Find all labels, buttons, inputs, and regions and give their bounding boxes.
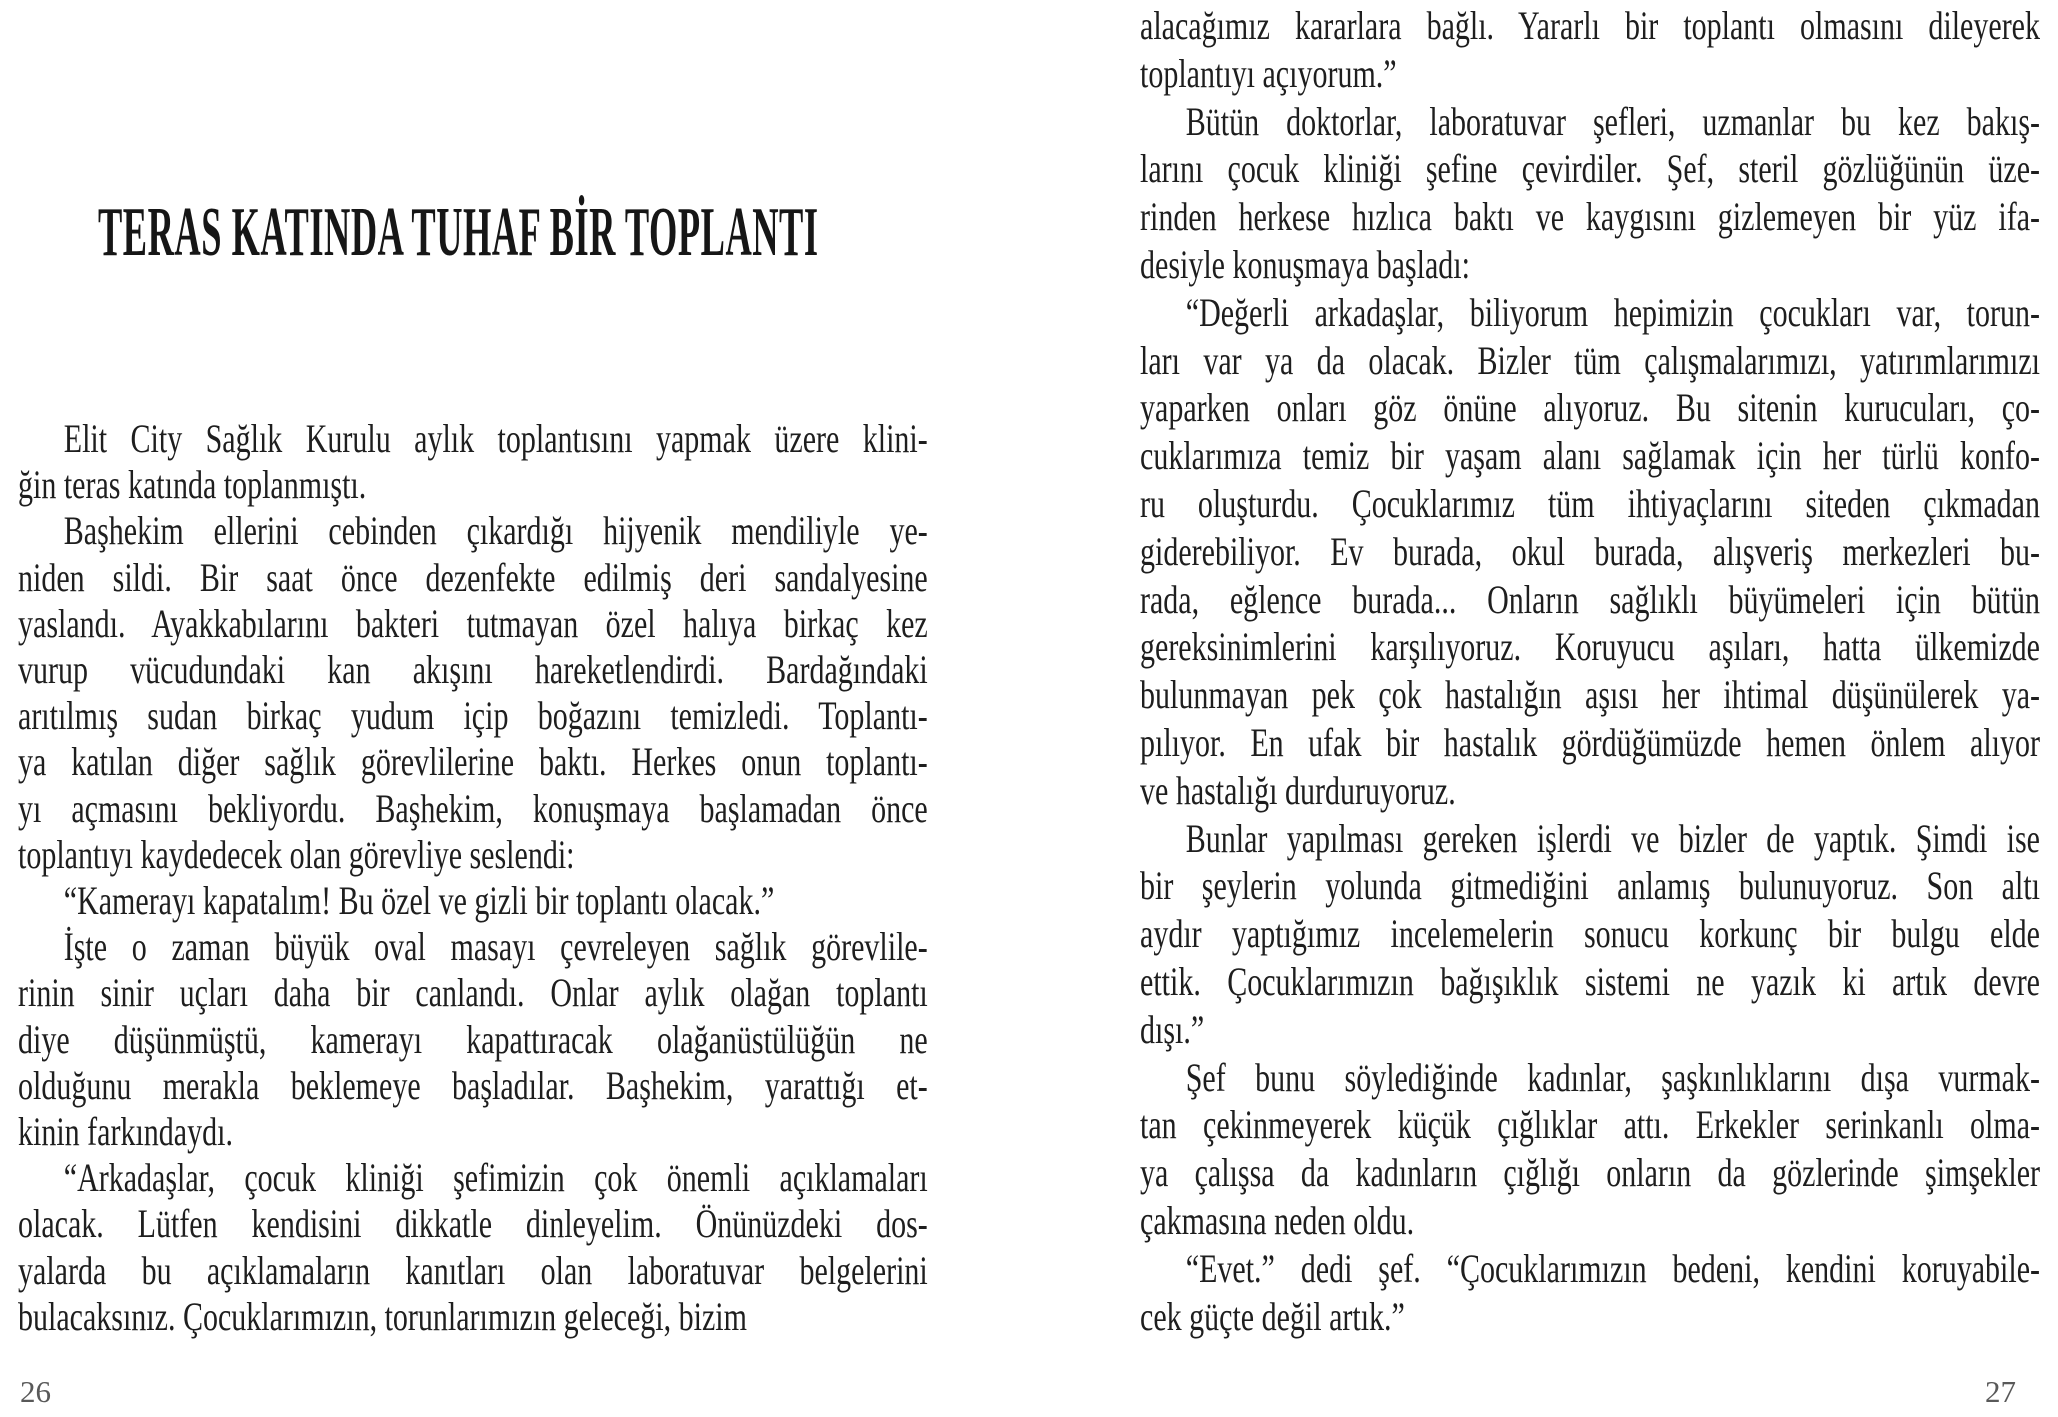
page-number-right: 27 xyxy=(1985,1374,2016,1409)
text-line: toplantıyı kaydedecek olan görevliye seslendi: xyxy=(18,831,575,877)
chapter-title-text: TERAS KATINDA TUHAF BİR TOPLANTI xyxy=(98,194,819,271)
text-line: Şef bunu söylediğinde kadınlar, şaşkınlıklarını dışa vurmak- xyxy=(1185,1054,2040,1100)
text-line: bulacaksınız. Çocuklarımızın, torunlarımızın geleceği, bizim xyxy=(18,1293,747,1339)
text-line: Elit City Sağlık Kurulu aylık toplantısını yapmak üzere klini- xyxy=(63,416,928,461)
text-line: Bütün doktorlar, laboratuvar şefleri, uzmanlar bu kez bakış- xyxy=(1185,98,2040,144)
text-line: rinden herkese hızlıca baktı ve kaygısını gizlemeyen bir yüz ifa- xyxy=(1140,194,2040,240)
text-line: olacak. Lütfen kendisini dikkatle dinleyelim. Önünüzdeki dos- xyxy=(18,1201,928,1247)
text-line: olduğunu merakla beklemeye başladılar. Başhekim, yarattığı et- xyxy=(18,1062,928,1108)
text-line: Bunlar yapılması gereken işlerdi ve bizler de yaptık. Şimdi ise xyxy=(1185,815,2040,861)
text-line: tan çekinmeyerek küçük çığlıklar attı. Erkekler serinkanlı olma- xyxy=(1140,1102,2040,1148)
page-number-left: 26 xyxy=(20,1374,51,1409)
page-right xyxy=(1140,0,2040,1417)
text-line: ya katılan diğer sağlık görevlilerine baktı. Herkes onun toplantı- xyxy=(18,739,928,785)
text-line: cuklarımıza temiz bir yaşam alanı sağlamak için her türlü konfo- xyxy=(1140,433,2040,479)
text-line: toplantıyı açıyorum.” xyxy=(1140,50,1397,96)
text-line: bir şeylerin yolunda gitmediğini anlamış bulunuyoruz. Son altı xyxy=(1140,863,2040,909)
text-line: rinin sinir uçları daha bir canlandı. Onlar aylık olağan toplantı xyxy=(18,970,928,1016)
text-line: cek güçte değil artık.” xyxy=(1140,1293,1405,1339)
page-left xyxy=(18,0,928,1417)
text-line: larını çocuk kliniği şefine çevirdiler. Şef, steril gözlüğünün üze- xyxy=(1140,146,2040,192)
text-line: yalarda bu açıklamaların kanıtları olan laboratuvar belgelerini xyxy=(18,1247,928,1293)
text-line: ettik. Çocuklarımızın bağışıklık sistemi ne yazık ki artık devre xyxy=(1140,958,2040,1004)
text-line: ya çalışsa da kadınların çığlığı onların da gözlerinde şimşekler xyxy=(1140,1150,2040,1196)
text-line: ve hastalığı durduruyoruz. xyxy=(1140,767,1456,813)
text-line: vurup vücudundaki kan akışını hareketlendirdi. Bardağındaki xyxy=(18,647,928,693)
text-line: pılıyor. En ufak bir hastalık gördüğümüzde hemen önlem alıyor xyxy=(1140,719,2040,765)
text-line: dışı.” xyxy=(1140,1006,1205,1052)
text-line: yaslandı. Ayakkabılarını bakteri tutmayan özel halıya birkaç kez xyxy=(18,600,928,646)
text-line: rada, eğlence burada... Onların sağlıklı büyümeleri için bütün xyxy=(1140,576,2040,622)
text-line: niden sildi. Bir saat önce dezenfekte edilmiş deri sandalyesine xyxy=(18,554,928,600)
text-line: ları var ya da olacak. Bizler tüm çalışmalarımızı, yatırımlarımızı xyxy=(1140,337,2040,383)
text-line: “Evet.” dedi şef. “Çocuklarımızın bedeni, kendini koruyabile- xyxy=(1185,1245,2040,1291)
text-line: İşte o zaman büyük oval masayı çevreleyen sağlık görevlile- xyxy=(63,924,928,970)
text-line: yı açmasını bekliyordu. Başhekim, konuşmaya başlamadan önce xyxy=(18,785,928,831)
page-right-body xyxy=(1140,2,2040,1340)
text-line: giderebiliyor. Ev burada, okul burada, alışveriş merkezleri bu- xyxy=(1140,528,2040,574)
text-line: aydır yaptığımız incelemelerin sonucu korkunç bir bulgu elde xyxy=(1140,911,2040,957)
text-line: Başhekim ellerini cebinden çıkardığı hijyenik mendiliyle ye- xyxy=(63,508,928,554)
text-line: “Değerli arkadaşlar, biliyorum hepimizin çocukları var, torun- xyxy=(1185,289,2040,335)
text-line: bulunmayan pek çok hastalığın aşısı her ihtimal düşünülerek ya- xyxy=(1140,672,2040,718)
text-line: “Arkadaşlar, çocuk kliniği şefimizin çok önemli açıklamaları xyxy=(63,1155,928,1201)
text-line: yaparken onları göz önüne alıyoruz. Bu sitenin kurucuları, ço- xyxy=(1140,385,2040,431)
text-line: ru oluşturdu. Çocuklarımız tüm ihtiyaçlarını siteden çıkmadan xyxy=(1140,480,2040,526)
page-left-body xyxy=(18,416,928,1340)
text-line: kinin farkındaydı. xyxy=(18,1109,233,1155)
text-line: “Kamerayı kapatalım! Bu özel ve gizli bir toplantı olacak.” xyxy=(63,878,775,924)
text-line: desiyle konuşmaya başladı: xyxy=(1140,241,1470,287)
text-line: çakmasına neden oldu. xyxy=(1140,1197,1415,1243)
text-line: diye düşünmüştü, kamerayı kapattıracak olağanüstülüğün ne xyxy=(18,1016,928,1062)
text-line: alacağımız kararlara bağlı. Yararlı bir toplantı olmasını dileyerek xyxy=(1140,3,2040,48)
text-line: gereksinimlerini karşılıyoruz. Koruyucu aşıları, hatta ülkemizde xyxy=(1140,624,2040,670)
text-line: ğin teras katında toplanmıştı. xyxy=(18,462,367,508)
text-line: arıtılmış sudan birkaç yudum içip boğazını temizledi. Toplantı- xyxy=(18,693,928,739)
